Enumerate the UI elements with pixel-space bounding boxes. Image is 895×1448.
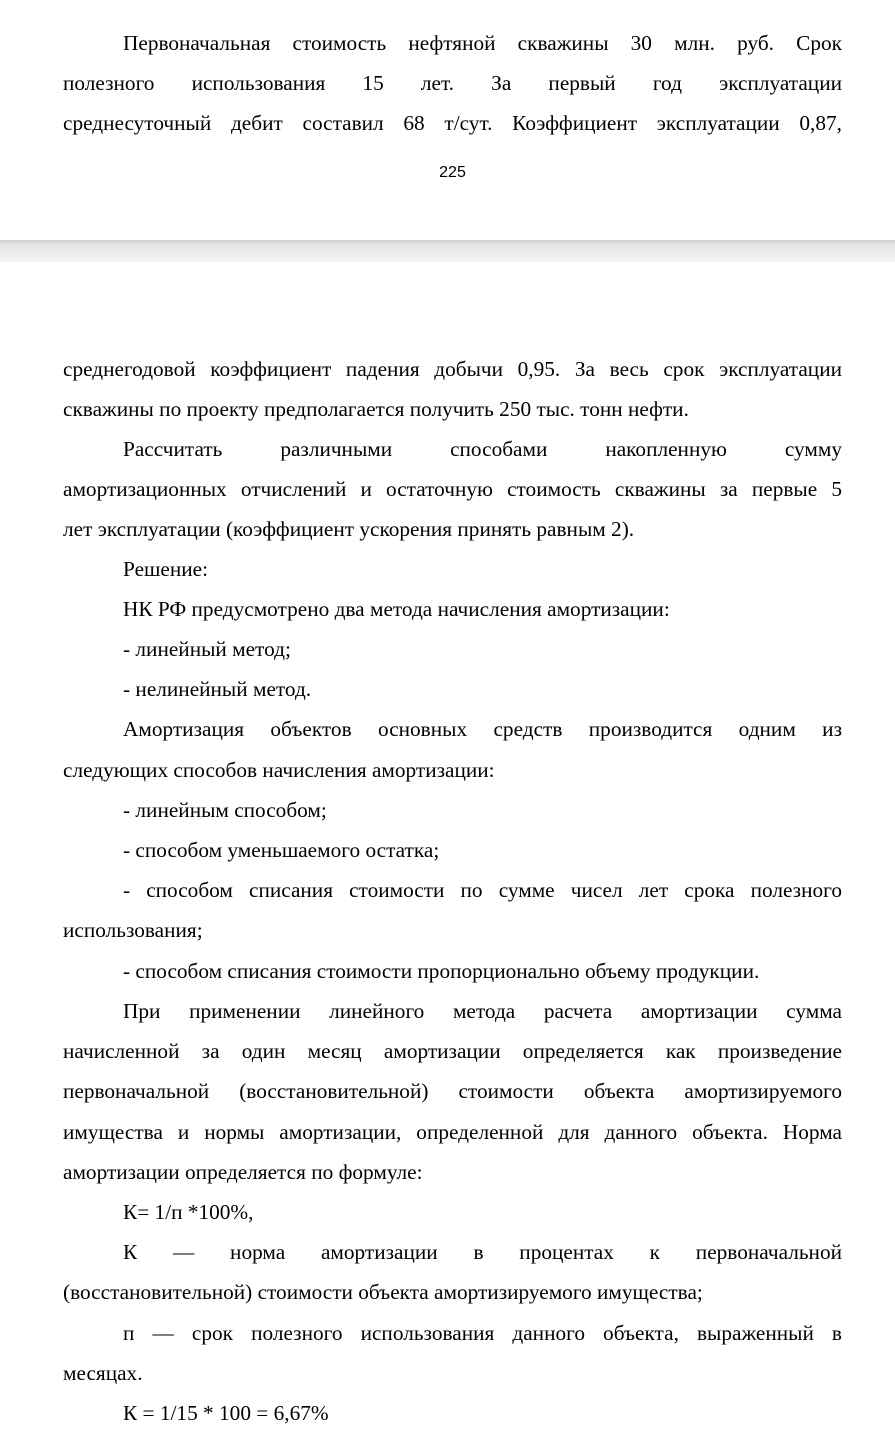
- definition-line: п — срок полезного использования данного объекта, выраженный в: [123, 1321, 842, 1345]
- paragraph-line: первоначальной (восстановительной) стоимости объекта амортизируемого: [63, 1079, 842, 1103]
- paragraph-line: следующих способов начисления амортизации:: [63, 758, 495, 782]
- paragraph-line: амортизационных отчислений и остаточную стоимость скважины за первые 5: [63, 477, 842, 501]
- paragraph-line: полезного использования 15 лет. За первый год эксплуатации: [63, 71, 842, 95]
- paragraph-line: скважины по проекту предполагается получить 250 тыс. тонн нефти.: [63, 397, 689, 421]
- definition-line: К — норма амортизации в процентах к первоначальной: [123, 1240, 842, 1264]
- document-page-top: [0, 0, 895, 240]
- list-item: - способом списания стоимости пропорционально объему продукции.: [123, 959, 760, 983]
- paragraph-line: среднесуточный дебит составил 68 т/сут. Коэффициент эксплуатации 0,87,: [63, 111, 842, 135]
- paragraph-line: среднегодовой коэффициент падения добычи 0,95. За весь срок эксплуатации: [63, 357, 842, 381]
- formula: К= 1/п *100%,: [123, 1200, 254, 1224]
- section-heading: Решение:: [123, 557, 209, 581]
- paragraph-line: Рассчитать различными способами накопленную сумму: [123, 437, 842, 461]
- definition-line: (восстановительной) стоимости объекта амортизируемого имущества;: [63, 1280, 703, 1304]
- list-item: - способом уменьшаемого остатка;: [123, 838, 440, 862]
- list-item: - нелинейный метод.: [123, 677, 312, 701]
- paragraph-line: Первоначальная стоимость нефтяной скважины 30 млн. руб. Срок: [123, 31, 842, 55]
- paragraph-line: Амортизация объектов основных средств производится одним из: [123, 717, 842, 741]
- paragraph-line: имущества и нормы амортизации, определенной для данного объекта. Норма: [63, 1120, 842, 1144]
- list-item-continuation: использования;: [63, 918, 203, 942]
- list-item: - линейный метод;: [123, 637, 291, 661]
- page-separator: [0, 240, 895, 262]
- formula-result: К = 1/15 * 100 = 6,67%: [123, 1401, 329, 1425]
- paragraph-line: При применении линейного метода расчета амортизации сумма: [123, 999, 842, 1023]
- paragraph-line: начисленной за один месяц амортизации определяется как произведение: [63, 1039, 842, 1063]
- list-item: - линейным способом;: [123, 798, 327, 822]
- paragraph-line: НК РФ предусмотрено два метода начисления амортизации:: [123, 597, 670, 621]
- list-item: - способом списания стоимости по сумме чисел лет срока полезного: [123, 878, 842, 902]
- paragraph-line: лет эксплуатации (коэффициент ускорения принять равным 2).: [63, 517, 635, 541]
- definition-line: месяцах.: [63, 1361, 143, 1385]
- page-number: 225: [439, 164, 466, 181]
- paragraph-line: амортизации определяется по формуле:: [63, 1160, 423, 1184]
